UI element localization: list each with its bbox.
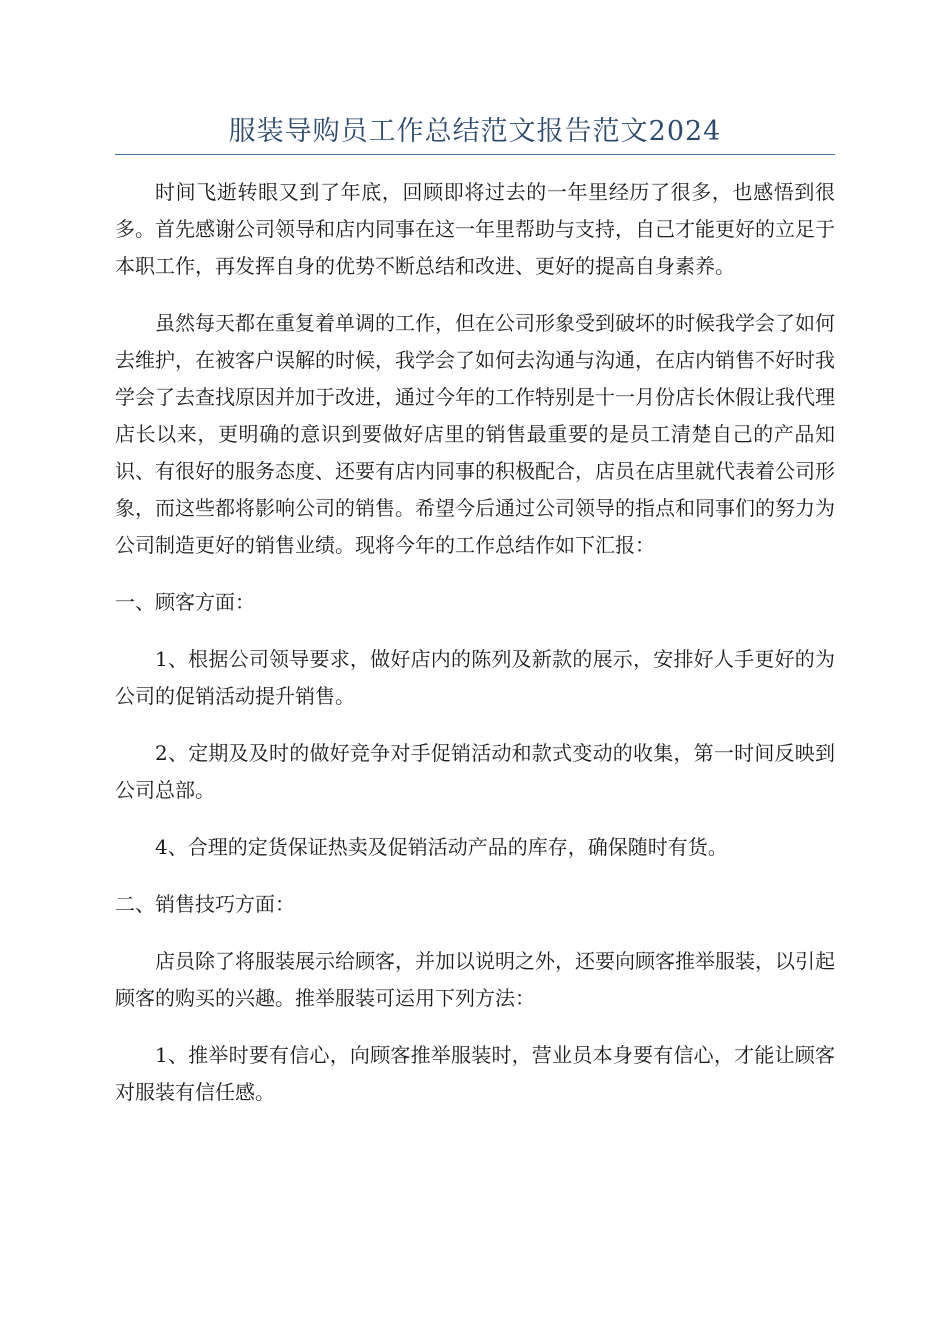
list-item-competitor-info: 2、定期及及时的做好竞争对手促销活动和款式变动的收集，第一时间反映到公司总部。 [115, 741, 835, 802]
title-underline [115, 154, 835, 155]
list-item-inventory: 4、合理的定货保证热卖及促销活动产品的库存，确保随时有货。 [155, 835, 728, 859]
paragraph-intro: 时间飞逝转眼又到了年底，回顾即将过去的一年里经历了很多，也感悟到很多。首先感谢公司领导和店内同事在这一年里帮助与支持，自己才能更好的立足于本职工作，再发挥自身的优势不断总结和改进、更好的提高自身素养。 [115, 180, 835, 278]
paragraph-recommend-intro: 店员除了将服装展示给顾客，并加以说明之外，还要向顾客推举服装，以引起顾客的购买的兴趣。推举服装可运用下列方法： [115, 949, 835, 1010]
document-title: 服装导购员工作总结范文报告范文2024 [228, 116, 722, 147]
section-heading-customers: 一、顾客方面： [115, 590, 255, 614]
list-item-confidence: 1、推举时要有信心，向顾客推举服装时，营业员本身要有信心，才能让顾客对服装有信任感。 [115, 1043, 835, 1104]
paragraph-work-summary: 虽然每天都在重复着单调的工作，但在公司形象受到破坏的时候我学会了如何去维护，在被客户误解的时候，我学会了如何去沟通与沟通，在店内销售不好时我学会了去查找原因并加于改进，通过今年的工作特别是十一月份店长休假让我代理店长以来，更明确的意识到要做好店里的销售最重要的是员工清楚自己的产品知识、有很好的服务态度、还要有店内同事的积极配合，店员在店里就代表着公司形象，而这些都将影响公司的销售。希望今后通过公司领导的指点和同事们的努力为公司制造更好的销售业绩。现将今年的工作总结作如下汇报： [115, 311, 835, 557]
list-item-display: 1、根据公司领导要求，做好店内的陈列及新款的展示，安排好人手更好的为公司的促销活动提升销售。 [115, 647, 835, 708]
document-body [115, 174, 835, 1131]
section-heading-sales-skills: 二、销售技巧方面： [115, 892, 295, 916]
